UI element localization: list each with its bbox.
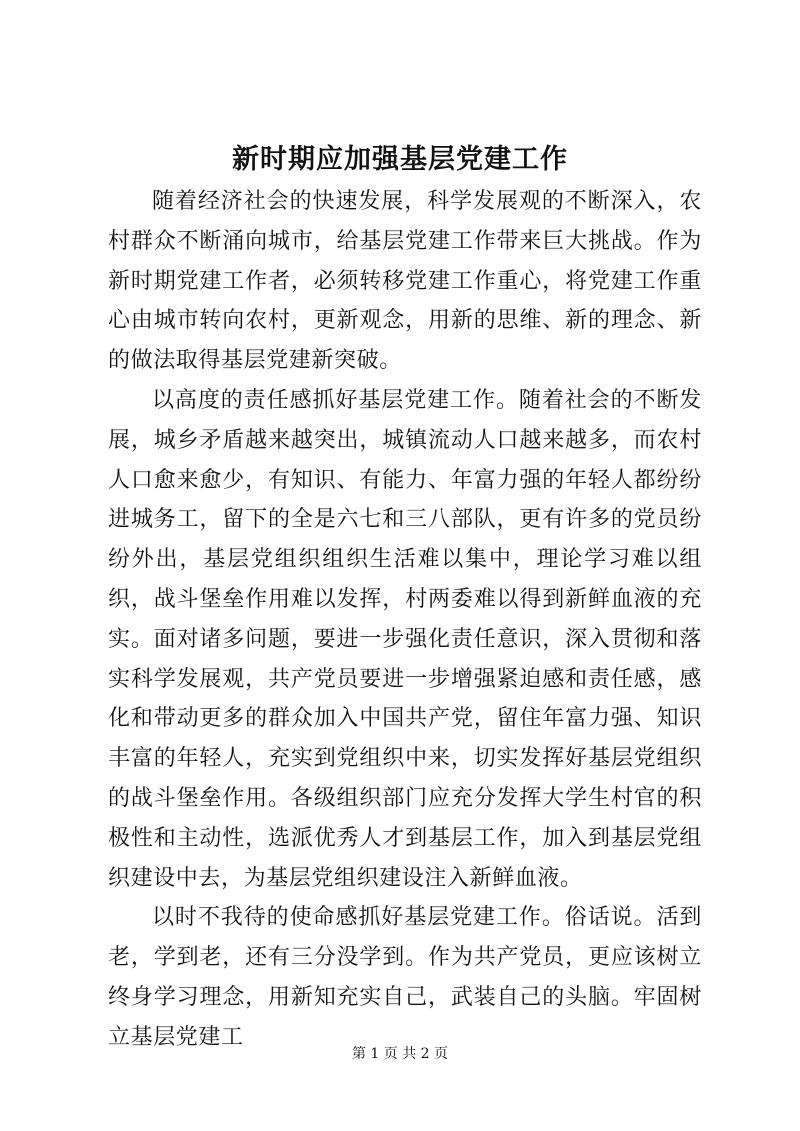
paragraph-responsibility: 以高度的责任感抓好基层党建工作。随着社会的不断发展，城乡矛盾越来越突出，城镇流动人口越来越多，而农村人口愈来愈少，有知识、有能力、年富力强的年轻人都纷纷进城务工，留下的全是六七和三八部队，更有许多的党员纷纷外出，基层党组织组织生活难以集中，理论学习难以组织，战斗堡垒作用难以发挥，村两委难以得到新鲜血液的充实。面对诸多问题，要进一步强化责任意识，深入贯彻和落实科学发展观，共产党员要进一步增强紧迫感和责任感，感化和带动更多的群众加入中国共产党，留住年富力强、知识丰富的年轻人，充实到党组织中来，切实发挥好基层党组织的战斗堡垒作用。各级组织部门应充分发挥大学生村官的积极性和主动性，选派优秀人才到基层工作，加入到基层党组织建设中去，为基层党组织建设注入新鲜血液。: [108, 387, 702, 891]
page-footer: 第 1 页 共 2 页: [351, 1046, 449, 1062]
paragraph-mission: 以时不我待的使命感抓好基层党建工作。俗话说。活到老，学到老，还有三分没学到。作为共产党员，更应该树立终身学习理念，用新知充实自己，武装自己的头脑。牢固树立基层党建工: [108, 905, 702, 1050]
page-title: 新时期应加强基层党建工作: [232, 144, 568, 175]
paragraph-intro: 随着经济社会的快速发展，科学发展观的不断深入，农村群众不断涌向城市，给基层党建工作带来巨大挑战。作为新时期党建工作者，必须转移党建工作重心，将党建工作重心由城市转向农村，更新观念，用新的思维、新的理念、新的做法取得基层党建新突破。: [108, 189, 702, 374]
document-body: [108, 182, 702, 1058]
